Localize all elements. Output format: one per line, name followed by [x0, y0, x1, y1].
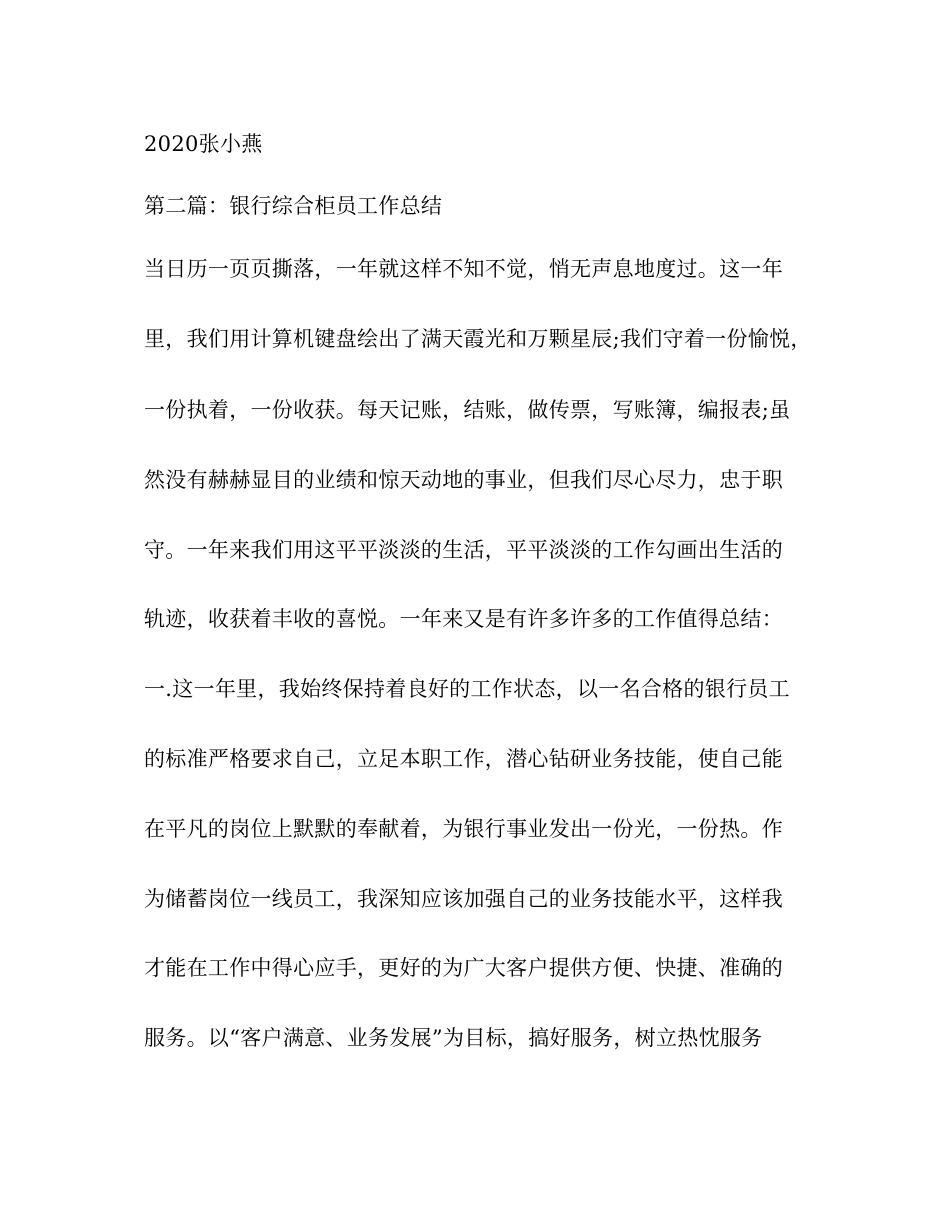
body-line: 然没有赫赫显目的业绩和惊天动地的事业，但我们尽心尽力，忠于职	[144, 468, 783, 492]
body-line: 一.这一年里，我始终保持着良好的工作状态，以一名合格的银行员工	[144, 677, 790, 701]
body-line: 在平凡的岗位上默默的奉献着，为银行事业发出一份光，一份热。作	[144, 817, 783, 841]
section-title: 第二篇：银行综合柜员工作总结	[144, 194, 443, 218]
body-line: 的标准严格要求自己，立足本职工作，潜心钻研业务技能，使自己能	[144, 747, 783, 771]
body-line: 里，我们用计算机键盘绘出了满天霞光和万颗星辰;我们守着一份愉悦，	[144, 327, 812, 351]
body-line: 才能在工作中得心应手，更好的为广大客户提供方便、快捷、准确的	[144, 956, 783, 980]
body-line: 守。一年来我们用这平平淡淡的生活，平平淡淡的工作勾画出生活的	[144, 538, 783, 562]
body-line: 为储蓄岗位一线员工，我深知应该加强自己的业务技能水平，这样我	[144, 887, 783, 911]
body-line: 轨迹，收获着丰收的喜悦。一年来又是有许多许多的工作值得总结：	[144, 607, 783, 631]
body-line: 一份执着，一份收获。每天记账，结账，做传票，写账簿，编报表;虽	[144, 398, 791, 422]
header-line: 2020张小燕	[144, 132, 263, 156]
body-line: 服务。以“客户满意、业务发展”为目标，搞好服务，树立热忱服务	[144, 1026, 763, 1050]
body-line: 当日历一页页撕落，一年就这样不知不觉，悄无声息地度过。这一年	[144, 257, 783, 281]
